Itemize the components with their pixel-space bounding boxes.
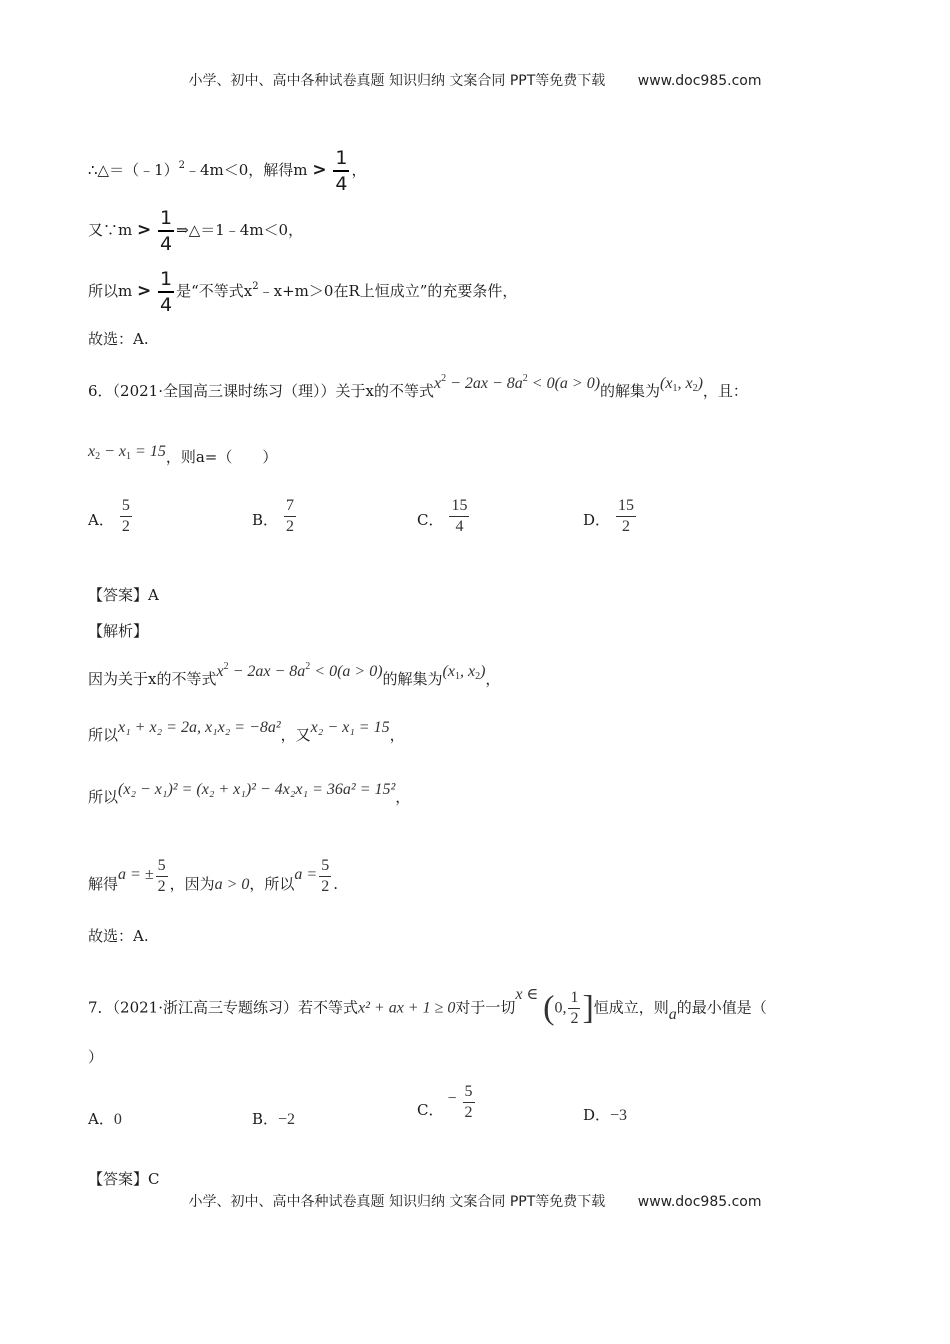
sol5-choice: 故选：A. bbox=[88, 330, 149, 348]
sol5-text: 又∵m bbox=[88, 221, 133, 239]
fraction-one-quarter: $\frac{1}{4}$ bbox=[335, 147, 348, 195]
q6-answer: 【答案】A bbox=[88, 586, 159, 604]
q6-step3: 所以(x₂ − x₁)² = (x₂ + x₁)² − 4x₂x₁ = 36a² = 15²， bbox=[88, 781, 411, 806]
q7-option-d: D．−3 bbox=[583, 1106, 628, 1124]
sol5-text: 所以m bbox=[88, 282, 133, 300]
footer-site: www.doc985.com bbox=[637, 1194, 762, 1210]
q6-mid: 的解集为 bbox=[600, 382, 661, 400]
q6-step1: 因为关于x的不等式$x^2 - 2ax - 8a^2 < 0(a > 0)$的解集为($x_1$, $x_2$)， bbox=[88, 661, 501, 688]
q6-stem bbox=[88, 373, 748, 408]
q6-condition-math: $x_2 - x_1 = 15$ bbox=[88, 443, 166, 462]
q7-option-b: B．−2 bbox=[252, 1110, 296, 1128]
header-site: www.doc985.com bbox=[637, 73, 762, 89]
page-header bbox=[0, 70, 950, 90]
q6-ask: ，则a=（ ） bbox=[165, 448, 278, 466]
fraction-one-quarter: $\frac{1}{4}$ bbox=[160, 268, 173, 316]
sup: 2 bbox=[178, 160, 185, 171]
q7-stem: 7．（2021·浙江高三专题练习）若不等式x² + ax + 1 ≥ 0对于一切x ∈ (0, $\frac{1}{2}$ ]恒成立，则a的最小值是（ bbox=[88, 985, 767, 1027]
q7-answer: 【答案】C bbox=[88, 1170, 160, 1188]
q6-condition bbox=[88, 443, 278, 474]
q6-solution-set: ($x_1$, $x_2$) bbox=[660, 375, 703, 394]
q6-option-d: D． $\frac{15}{2}$ bbox=[583, 497, 635, 535]
q6-step2: 所以x₁ + x₂ = 2a, x₁x₂ = −8a²，又x₂ − x₁ = 15， bbox=[88, 719, 405, 744]
header-text: 小学、初中、高中各种试卷真题 知识归纳 文案合同 PPT等免费下载 bbox=[188, 73, 606, 89]
gt-sign: > bbox=[312, 160, 327, 180]
sol5-text: 是“不等式x bbox=[176, 282, 253, 300]
q7-inequality: x² + ax + 1 ≥ 0 bbox=[358, 999, 456, 1017]
q6-option-b: B． $\frac{7}{2}$ bbox=[252, 497, 295, 535]
gt-sign: > bbox=[137, 220, 152, 240]
q6-tail: ，且： bbox=[702, 382, 748, 400]
q6-option-c: C． $\frac{15}{4}$ bbox=[417, 497, 468, 535]
sol5-line1: ∴△＝（﹣1）$^2$﹣4m＜0，解得m > $\frac{1}{4}$ ， bbox=[88, 147, 367, 195]
q6-option-a: A． $\frac{5}{2}$ bbox=[88, 497, 130, 535]
sol5-text: ⇒△＝1﹣4m＜0， bbox=[176, 221, 304, 239]
q6-inequality: $x^2 - 2ax - 8a^2 < 0(a > 0)$ bbox=[433, 373, 601, 392]
sol5-line2 bbox=[88, 206, 303, 256]
q6-analysis-title: 【解析】 bbox=[88, 622, 149, 640]
sol5-line3 bbox=[88, 267, 517, 317]
gt-sign: > bbox=[137, 281, 152, 301]
q6-step4: 解得a = ± $\frac{5}{2}$ ，因为a > 0，所以a = $\frac{5}{2}$ . bbox=[88, 857, 338, 895]
q7-close: ） bbox=[88, 1048, 104, 1066]
page-footer bbox=[0, 1191, 950, 1211]
sol5-text: ﹣4m＜0，解得m bbox=[185, 161, 308, 179]
q7-interval: ( bbox=[543, 989, 555, 1027]
q7-option-c: C．− $\frac{5}{2}$ bbox=[417, 1083, 473, 1121]
q6-prefix: 6．（2021·全国高三课时练习（理））关于x的不等式 bbox=[88, 382, 434, 400]
q7-prefix: 7．（2021·浙江高三专题练习）若不等式 bbox=[88, 998, 358, 1017]
q7-option-a: A．0 bbox=[88, 1110, 122, 1128]
fraction-one-quarter: $\frac{1}{4}$ bbox=[160, 207, 173, 255]
q6-choice: 故选：A. bbox=[88, 927, 149, 945]
sol5-text: ∴△＝（﹣1） bbox=[88, 161, 179, 179]
sup: 2 bbox=[252, 281, 259, 292]
footer-text: 小学、初中、高中各种试卷真题 知识归纳 文案合同 PPT等免费下载 bbox=[188, 1194, 606, 1210]
sol5-text: ﹣x+m＞0在R上恒成立”的充要条件， bbox=[258, 282, 518, 300]
